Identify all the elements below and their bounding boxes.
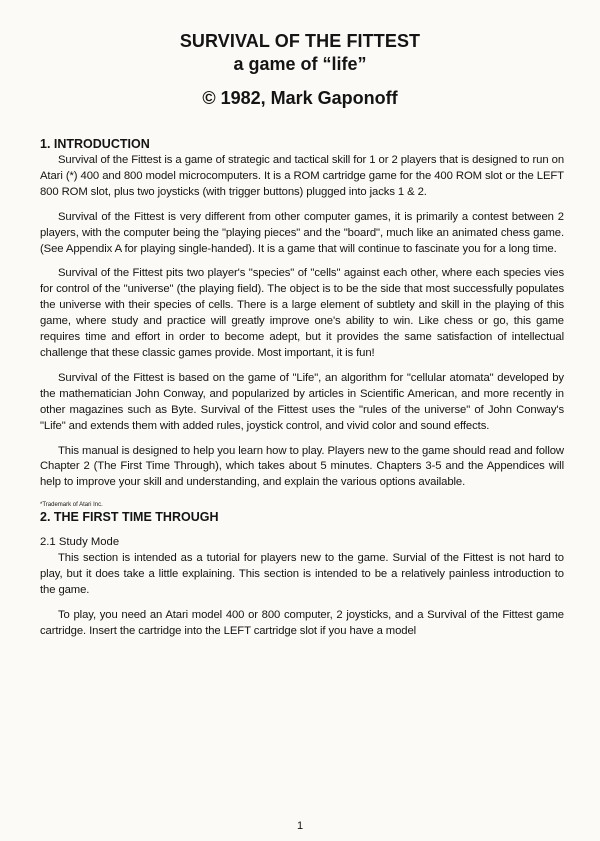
section-heading-first-time-through: 2. THE FIRST TIME THROUGH — [40, 510, 219, 525]
intro-paragraph: Survival of the Fittest is a game of strategic and tactical skill for 1 or 2 players that is designed to run on Atari (*) 400 and 800 model microcomputers. It is a ROM cartridge game for the 400 ROM slot or the LEFT 800 ROM slot, plus two joysticks (with trigger buttons) plugged into jacks 1 & 2. — [40, 154, 564, 198]
trademark-footnote: *Trademark of Atari Inc. — [40, 502, 103, 509]
intro-paragraph: Survival of the Fittest is very different from other computer games, it is primarily a contest between 2 players, with the computer being the "playing pieces" and the "board", much like an animated chess game. (See Appendix A for playing single-handed). It is a game that will continue to fascinate you for a long time. — [40, 210, 564, 255]
main-content — [40, 136, 564, 649]
intro-paragraph: Survival of the Fittest pits two player's "species" of "cells" against each other, where each species vies for control of the "universe" (the playing field). The object is to be the side that most successfully populates the universe with their species of cells. There is a large element of subtlety and skill in the playing of this game, where study and practice will greatly improve one's ability to win. Like chess or go, this game requires time and effort in order to become adept, but it provides the same satisfaction of intellectual challenge that these classic games provide. Most important, it is fun! — [40, 267, 564, 359]
study-mode-paragraph: This section is intended as a tutorial for players new to the game. Survial of the Fittest is not hard to play, but it does take a little explaining. This section is intended to be a relatively painless introduction to the game. — [40, 552, 564, 596]
study-mode-paragraph: To play, you need an Atari model 400 or 800 computer, 2 joysticks, and a Survival of the Fittest game cartridge. Insert the cartridge into the LEFT cartridge slot if you have a model — [40, 608, 564, 637]
subsection-heading-study-mode: 2.1 Study Mode — [40, 536, 120, 549]
page-number: 1 — [296, 820, 304, 832]
section-heading-introduction: 1. INTRODUCTION — [40, 137, 150, 151]
document-subtitle: a game of “life” — [233, 54, 367, 74]
intro-paragraph: Survival of the Fittest is based on the game of "Life", an algorithm for "cellular atomata" developed by the mathematician John Conway, and popularized by articles in Scientific American, and more recently in other magazines such as Byte. Survival of the Fittest uses the "rules of the universe" of John Conway's "Life" and extends them with added rules, joystick control, and vivid color and sound effects. — [40, 371, 564, 432]
document-title: SURVIVAL OF THE FITTEST — [179, 31, 421, 51]
intro-paragraph: This manual is designed to help you learn how to play. Players new to the game should read and follow Chapter 2 (The First Time Through), which takes about 5 minutes. Chapters 3-5 and the Appendices will help to improve your skill and understanding, and explain the various options available. — [40, 444, 564, 489]
copyright-line: © 1982, Mark Gaponoff — [202, 88, 398, 108]
title-block — [0, 30, 600, 109]
